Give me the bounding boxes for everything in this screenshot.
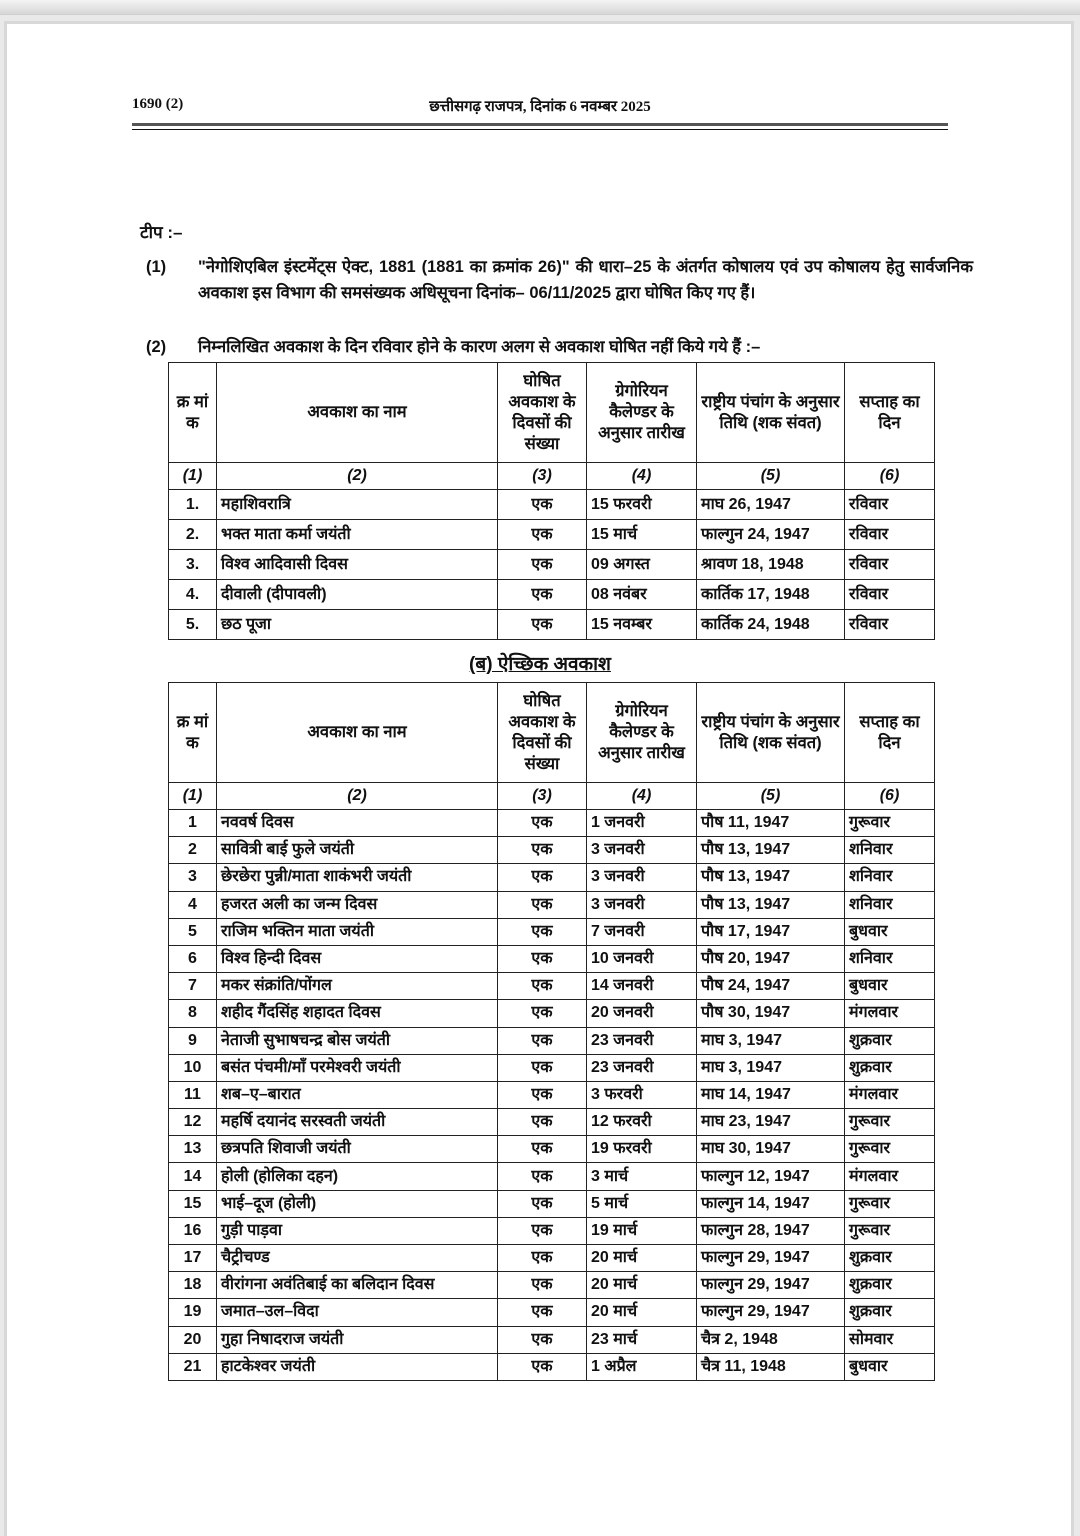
table-row xyxy=(169,1272,935,1299)
serial-number: 2 xyxy=(169,837,217,864)
table-row xyxy=(169,1081,935,1108)
day-count: एक xyxy=(498,520,587,550)
weekday: शुक्रवार xyxy=(845,1272,935,1299)
gregorian-date: 3 जनवरी xyxy=(587,837,697,864)
weekday: मंगलवार xyxy=(845,1000,935,1027)
day-count: एक xyxy=(498,1217,587,1244)
notes-heading: टीप :– xyxy=(140,223,183,242)
gregorian-date: 23 मार्च xyxy=(587,1326,697,1353)
serial-number: 4 xyxy=(169,891,217,918)
col-header-count: घोषित अवकाश के दिवसों की संख्या xyxy=(498,363,587,463)
gregorian-date: 19 फरवरी xyxy=(587,1136,697,1163)
optional-holidays-table xyxy=(168,682,935,1381)
day-count: एक xyxy=(498,1000,587,1027)
gregorian-date: 12 फरवरी xyxy=(587,1109,697,1136)
table-row xyxy=(169,1109,935,1136)
holiday-name: चैट्रीचण्ड xyxy=(217,1245,498,1272)
gregorian-date: 1 अप्रैल xyxy=(587,1353,697,1380)
holiday-name: होली (होलिका दहन) xyxy=(217,1163,498,1190)
day-count: एक xyxy=(498,1245,587,1272)
holiday-name: छत्रपति शिवाजी जयंती xyxy=(217,1136,498,1163)
gregorian-date: 1 जनवरी xyxy=(587,810,697,837)
day-count: एक xyxy=(498,1054,587,1081)
gregorian-date: 20 मार्च xyxy=(587,1299,697,1326)
day-count: एक xyxy=(498,550,587,580)
gregorian-date: 20 मार्च xyxy=(587,1245,697,1272)
table-row xyxy=(169,973,935,1000)
saka-date: पौष 24, 1947 xyxy=(697,973,845,1000)
day-count: एक xyxy=(498,837,587,864)
day-count: एक xyxy=(498,945,587,972)
serial-number: 2. xyxy=(169,520,217,550)
gazette-title: छत्तीसगढ़ राजपत्र, दिनांक 6 नवम्बर 2025 xyxy=(429,99,651,115)
day-count: एक xyxy=(498,1326,587,1353)
weekday: गुरूवार xyxy=(845,1136,935,1163)
weekday: रविवार xyxy=(845,580,935,610)
table-row xyxy=(169,918,935,945)
holiday-name: शब–ए–बारात xyxy=(217,1081,498,1108)
col-header-gregorian: ग्रेगोरियन कैलेण्डर के अनुसार तारीख xyxy=(587,683,697,783)
table-row xyxy=(169,837,935,864)
col-header-weekday: सप्ताह का दिन xyxy=(845,363,935,463)
table-row xyxy=(169,1027,935,1054)
serial-number: 7 xyxy=(169,973,217,1000)
serial-number: 1. xyxy=(169,490,217,520)
saka-date: माघ 3, 1947 xyxy=(697,1054,845,1081)
table-row xyxy=(169,864,935,891)
holiday-name: विश्व हिन्दी दिवस xyxy=(217,945,498,972)
serial-number: 17 xyxy=(169,1245,217,1272)
day-count: एक xyxy=(498,1136,587,1163)
col-header-weekday: सप्ताह का दिन xyxy=(845,683,935,783)
col-number: (4) xyxy=(587,463,697,490)
serial-number: 1 xyxy=(169,810,217,837)
table-row xyxy=(169,1054,935,1081)
holiday-name: हाटकेश्वर जयंती xyxy=(217,1353,498,1380)
table-row xyxy=(169,1217,935,1244)
table-row xyxy=(169,1190,935,1217)
gregorian-date: 7 जनवरी xyxy=(587,918,697,945)
holiday-name: महर्षि दयानंद सरस्वती जयंती xyxy=(217,1109,498,1136)
gregorian-date: 15 नवम्बर xyxy=(587,610,697,640)
col-number: (6) xyxy=(845,783,935,810)
table-row xyxy=(169,810,935,837)
gregorian-date: 20 जनवरी xyxy=(587,1000,697,1027)
serial-number: 14 xyxy=(169,1163,217,1190)
day-count: एक xyxy=(498,580,587,610)
weekday: शुक्रवार xyxy=(845,1054,935,1081)
table-row xyxy=(169,945,935,972)
table-row xyxy=(169,1163,935,1190)
holiday-name: गुहा निषादराज जयंती xyxy=(217,1326,498,1353)
day-count: एक xyxy=(498,1163,587,1190)
holiday-name: नेताजी सुभाषचन्द्र बोस जयंती xyxy=(217,1027,498,1054)
weekday: शनिवार xyxy=(845,945,935,972)
weekday: रविवार xyxy=(845,550,935,580)
day-count: एक xyxy=(498,891,587,918)
table-row xyxy=(169,1353,935,1380)
table-row xyxy=(169,1245,935,1272)
saka-date: फाल्गुन 29, 1947 xyxy=(697,1272,845,1299)
weekday: मंगलवार xyxy=(845,1081,935,1108)
column-number-row xyxy=(169,463,935,490)
holiday-name: बसंत पंचमी/माँ परमेश्वरी जयंती xyxy=(217,1054,498,1081)
serial-number: 3 xyxy=(169,864,217,891)
gregorian-date: 23 जनवरी xyxy=(587,1054,697,1081)
saka-date: पौष 30, 1947 xyxy=(697,1000,845,1027)
table-row xyxy=(169,891,935,918)
weekday: रविवार xyxy=(845,520,935,550)
gregorian-date: 5 मार्च xyxy=(587,1190,697,1217)
weekday: गुरूवार xyxy=(845,1217,935,1244)
saka-date: पौष 20, 1947 xyxy=(697,945,845,972)
weekday: गुरूवार xyxy=(845,810,935,837)
serial-number: 20 xyxy=(169,1326,217,1353)
note-text: निम्नलिखित अवकाश के दिन रविवार होने के कारण अलग से अवकाश घोषित नहीं किये गये हैं :– xyxy=(198,338,761,356)
table-row xyxy=(169,1136,935,1163)
serial-number: 6 xyxy=(169,945,217,972)
note-number: (2) xyxy=(146,338,167,356)
weekday: शनिवार xyxy=(845,837,935,864)
col-number: (6) xyxy=(845,463,935,490)
col-header-gregorian: ग्रेगोरियन कैलेण्डर के अनुसार तारीख xyxy=(587,363,697,463)
weekday: शुक्रवार xyxy=(845,1299,935,1326)
serial-number: 9 xyxy=(169,1027,217,1054)
table-row xyxy=(169,520,935,550)
table-row xyxy=(169,550,935,580)
weekday: शुक्रवार xyxy=(845,1027,935,1054)
weekday: रविवार xyxy=(845,490,935,520)
holiday-name: वीरांगना अवंतिबाई का बलिदान दिवस xyxy=(217,1272,498,1299)
sunday-holidays-table xyxy=(168,362,935,640)
column-number-row xyxy=(169,783,935,810)
gregorian-date: 14 जनवरी xyxy=(587,973,697,1000)
holiday-name: शहीद गैंदसिंह शहादत दिवस xyxy=(217,1000,498,1027)
serial-number: 16 xyxy=(169,1217,217,1244)
day-count: एक xyxy=(498,1081,587,1108)
gregorian-date: 3 जनवरी xyxy=(587,891,697,918)
holiday-name: गुड़ी पाड़वा xyxy=(217,1217,498,1244)
col-header-national: राष्ट्रीय पंचांग के अनुसार तिथि (शक संवत) xyxy=(697,363,845,463)
weekday: सोमवार xyxy=(845,1326,935,1353)
note-item-2 xyxy=(146,334,976,360)
saka-date: माघ 30, 1947 xyxy=(697,1136,845,1163)
saka-date: पौष 13, 1947 xyxy=(697,837,845,864)
col-header-name: अवकाश का नाम xyxy=(217,683,498,783)
holiday-name: मकर संक्रांति/पोंगल xyxy=(217,973,498,1000)
day-count: एक xyxy=(498,1272,587,1299)
col-number: (1) xyxy=(169,463,217,490)
col-number: (5) xyxy=(697,783,845,810)
serial-number: 18 xyxy=(169,1272,217,1299)
weekday: गुरूवार xyxy=(845,1109,935,1136)
serial-number: 8 xyxy=(169,1000,217,1027)
weekday: बुधवार xyxy=(845,1353,935,1380)
saka-date: माघ 26, 1947 xyxy=(697,490,845,520)
holiday-name: विश्व आदिवासी दिवस xyxy=(217,550,498,580)
serial-number: 11 xyxy=(169,1081,217,1108)
col-header-serial: क्र मां क xyxy=(169,683,217,783)
section-title: (ब) ऐच्छिक अवकाश xyxy=(469,654,611,675)
saka-date: फाल्गुन 29, 1947 xyxy=(697,1245,845,1272)
page-number: 1690 (2) xyxy=(132,96,184,112)
serial-number: 21 xyxy=(169,1353,217,1380)
gregorian-date: 3 जनवरी xyxy=(587,864,697,891)
saka-date: फाल्गुन 24, 1947 xyxy=(697,520,845,550)
holiday-name: राजिम भक्तिन माता जयंती xyxy=(217,918,498,945)
table-row xyxy=(169,610,935,640)
gregorian-date: 09 अगस्त xyxy=(587,550,697,580)
holiday-name: भाई–दूज (होली) xyxy=(217,1190,498,1217)
holiday-name: छेरछेरा पुन्नी/माता शाकंभरी जयंती xyxy=(217,864,498,891)
col-header-national: राष्ट्रीय पंचांग के अनुसार तिथि (शक संवत) xyxy=(697,683,845,783)
serial-number: 5 xyxy=(169,918,217,945)
holiday-name: महाशिवरात्रि xyxy=(217,490,498,520)
day-count: एक xyxy=(498,1190,587,1217)
col-number: (2) xyxy=(217,463,498,490)
saka-date: माघ 14, 1947 xyxy=(697,1081,845,1108)
serial-number: 5. xyxy=(169,610,217,640)
weekday: गुरूवार xyxy=(845,1190,935,1217)
holiday-name: सावित्री बाई फुले जयंती xyxy=(217,837,498,864)
holiday-name: नववर्ष दिवस xyxy=(217,810,498,837)
weekday: बुधवार xyxy=(845,973,935,1000)
table-row xyxy=(169,1326,935,1353)
day-count: एक xyxy=(498,918,587,945)
serial-number: 13 xyxy=(169,1136,217,1163)
saka-date: पौष 11, 1947 xyxy=(697,810,845,837)
header-rule-thin xyxy=(132,129,948,130)
day-count: एक xyxy=(498,490,587,520)
table-row xyxy=(169,1000,935,1027)
saka-date: पौष 13, 1947 xyxy=(697,891,845,918)
serial-number: 4. xyxy=(169,580,217,610)
note-item-1 xyxy=(146,254,976,334)
saka-date: फाल्गुन 14, 1947 xyxy=(697,1190,845,1217)
col-number: (1) xyxy=(169,783,217,810)
serial-number: 10 xyxy=(169,1054,217,1081)
weekday: मंगलवार xyxy=(845,1163,935,1190)
day-count: एक xyxy=(498,810,587,837)
table-header-row xyxy=(169,683,935,783)
day-count: एक xyxy=(498,1109,587,1136)
note-text: "नेगोशिएबिल इंस्टमेंट्स ऐक्ट, 1881 (1881 का क्रमांक 26)" की धारा–25 के अंतर्गत कोषालय एवं उप कोषालय हेतु सार्वजनिक अवकाश इस विभाग की समसंख्यक अधिसूचना दिनांक– 06/11/2025 द्वारा घोषित किए गए हैं। xyxy=(198,258,973,302)
saka-date: फाल्गुन 12, 1947 xyxy=(697,1163,845,1190)
saka-date: चैत्र 2, 1948 xyxy=(697,1326,845,1353)
saka-date: श्रावण 18, 1948 xyxy=(697,550,845,580)
col-header-count: घोषित अवकाश के दिवसों की संख्या xyxy=(498,683,587,783)
holiday-name: दीवाली (दीपावली) xyxy=(217,580,498,610)
col-number: (2) xyxy=(217,783,498,810)
col-number: (3) xyxy=(498,463,587,490)
gregorian-date: 23 जनवरी xyxy=(587,1027,697,1054)
saka-date: पौष 17, 1947 xyxy=(697,918,845,945)
col-header-name: अवकाश का नाम xyxy=(217,363,498,463)
day-count: एक xyxy=(498,1299,587,1326)
serial-number: 15 xyxy=(169,1190,217,1217)
saka-date: चैत्र 11, 1948 xyxy=(697,1353,845,1380)
saka-date: फाल्गुन 29, 1947 xyxy=(697,1299,845,1326)
gregorian-date: 10 जनवरी xyxy=(587,945,697,972)
weekday: शुक्रवार xyxy=(845,1245,935,1272)
day-count: एक xyxy=(498,1027,587,1054)
gazette-header xyxy=(132,96,948,118)
table-header-row xyxy=(169,363,935,463)
gregorian-date: 15 मार्च xyxy=(587,520,697,550)
weekday: शनिवार xyxy=(845,864,935,891)
holiday-name: भक्त माता कर्मा जयंती xyxy=(217,520,498,550)
gregorian-date: 08 नवंबर xyxy=(587,580,697,610)
table-row xyxy=(169,490,935,520)
gregorian-date: 3 मार्च xyxy=(587,1163,697,1190)
col-header-serial: क्र मां क xyxy=(169,363,217,463)
col-number: (4) xyxy=(587,783,697,810)
table-row xyxy=(169,1299,935,1326)
weekday: बुधवार xyxy=(845,918,935,945)
day-count: एक xyxy=(498,864,587,891)
viewer-top-bar xyxy=(0,0,1080,15)
gregorian-date: 19 मार्च xyxy=(587,1217,697,1244)
saka-date: माघ 23, 1947 xyxy=(697,1109,845,1136)
weekday: रविवार xyxy=(845,610,935,640)
day-count: एक xyxy=(498,610,587,640)
gregorian-date: 15 फरवरी xyxy=(587,490,697,520)
day-count: एक xyxy=(498,973,587,1000)
saka-date: माघ 3, 1947 xyxy=(697,1027,845,1054)
saka-date: कार्तिक 24, 1948 xyxy=(697,610,845,640)
col-number: (5) xyxy=(697,463,845,490)
serial-number: 3. xyxy=(169,550,217,580)
table-row xyxy=(169,580,935,610)
day-count: एक xyxy=(498,1353,587,1380)
optional-holidays-heading xyxy=(0,650,1080,676)
saka-date: कार्तिक 17, 1948 xyxy=(697,580,845,610)
weekday: शनिवार xyxy=(845,891,935,918)
gregorian-date: 20 मार्च xyxy=(587,1272,697,1299)
holiday-name: जमात–उल–विदा xyxy=(217,1299,498,1326)
serial-number: 19 xyxy=(169,1299,217,1326)
note-number: (1) xyxy=(146,258,167,276)
col-number: (3) xyxy=(498,783,587,810)
gregorian-date: 3 फरवरी xyxy=(587,1081,697,1108)
header-rule-thick xyxy=(132,123,948,126)
saka-date: फाल्गुन 28, 1947 xyxy=(697,1217,845,1244)
saka-date: पौष 13, 1947 xyxy=(697,864,845,891)
serial-number: 12 xyxy=(169,1109,217,1136)
holiday-name: छठ पूजा xyxy=(217,610,498,640)
holiday-name: हजरत अली का जन्म दिवस xyxy=(217,891,498,918)
